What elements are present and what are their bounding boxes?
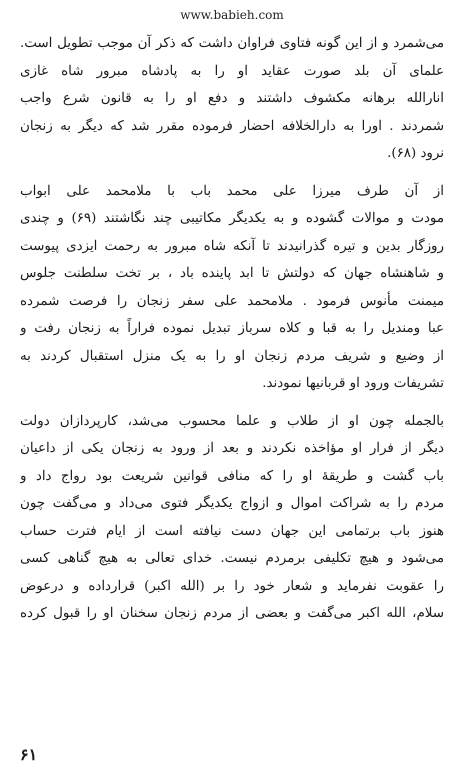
site-url-header: www.babieh.com: [180, 8, 284, 22]
text-line: دیگر از فرار او مؤاخذه نکردند و بعد از ورود به زنجان یکی از داعیان: [20, 441, 444, 456]
paragraph-gap: [20, 398, 444, 408]
text-line: تشریفات ورود او قربانیها نمودند.: [262, 376, 444, 391]
text-line: علمای آن بلد صورت عقاید او را به پادشاه مبرور شاه غازی: [20, 63, 444, 79]
text-line: نرود (۶۸).: [387, 146, 444, 161]
text-line: میمنت مأنوس فرمود . ملامحمد علی سفر زنجان را فرصت شمرده: [20, 293, 444, 309]
text-line: بالجمله چون او از طلاب و علما محسوب می‌شد، کارپردازان دولت: [20, 413, 444, 429]
text-line: از آن طرف میرزا علی محمد باب با ملامحمد علی ابواب: [20, 183, 444, 199]
text-line: مودت و موالات گشوده و به یکدیگر مکاتیبی چند نگاشتند (۶۹) و چندی: [20, 211, 444, 226]
text-line: روزگار بدین و تیره گذرانیدند تا آنکه شاه مبرور به رحمت ایزدی پیوست: [20, 238, 444, 254]
text-line: را عقوبت نفرماید و شعار خود را بر (الله اکبر) قرارداده و درعوض: [20, 578, 444, 594]
text-line: می‌شود و هیچ تکلیفی برمردم نیست. خدای تعالی به هیچ گناهی کسی: [20, 551, 444, 566]
text-line: هنوز باب برتمامی این جهان دست نیافته است از ایام فترت حساب: [20, 523, 444, 539]
paragraph-3: [20, 408, 444, 628]
text-line: مردم را به شراکت اموال و ازواج یکدیگر فتوی می‌داد و می‌گفت چون: [20, 496, 444, 511]
text-line: و شاهنشاه جهان که دولتش تا ابد پاینده باد ، بر تخت سلطنت جلوس: [20, 266, 444, 281]
paragraph-1: [20, 30, 444, 168]
text-line: می‌شمرد و از این گونه فتاوی فراوان داشت که ذکر آن موجب تطویل است.: [20, 36, 444, 51]
text-line: عبا ومندیل را به قبا و کلاه سرباز تبدیل نموده فراراً به زنجان رفت و: [20, 321, 444, 336]
text-line: انارالله برهانه مکشوف داشتند و دفع او را به قانون شرع واجب: [20, 91, 444, 106]
body-text: [20, 30, 444, 628]
paragraph-gap: [20, 168, 444, 178]
page-number: ۶۱: [20, 745, 38, 764]
text-line: از وضیع و شریف مردم زنجان او را به یک منزل استقبال کردند به: [20, 348, 444, 364]
text-line: باب گشت و طریقهٔ او را که منافی قوانین شریعت بود رواج داد و: [20, 468, 444, 484]
text-line: شمردند . اورا به دارالخلافه احضار فرموده مقرر شد که دیگر به زنجان: [20, 118, 444, 134]
paragraph-2: [20, 178, 444, 398]
text-line: سلام، الله اکبر می‌گفت و بعضی از مردم زنجان سخنان او را قبول کرده: [20, 606, 444, 621]
